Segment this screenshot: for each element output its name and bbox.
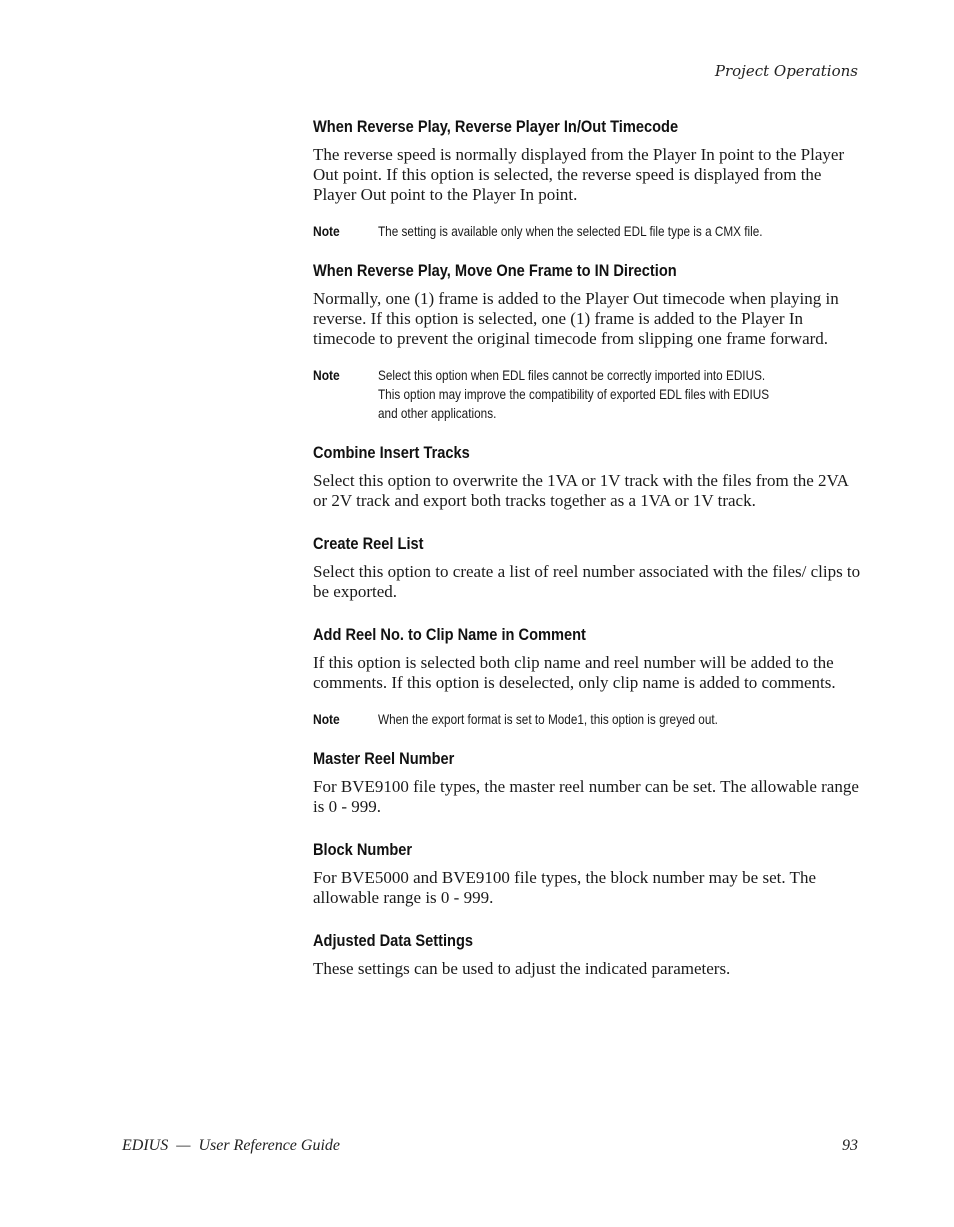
- section-paragraph: For BVE9100 file types, the master reel number can be set. The allowable range is 0 - 999.: [313, 777, 859, 816]
- note: [313, 710, 861, 729]
- page-number: 93: [842, 1137, 858, 1154]
- section-block-number: [313, 839, 861, 908]
- section-create-reel-list: [313, 533, 861, 602]
- section-paragraph: Select this option to create a list of reel number associated with the files/ clips to be exported.: [313, 562, 861, 601]
- section-paragraph: If this option is selected both clip name and reel number will be added to the comments. If this option is deselected, only clip name is added to comments.: [313, 653, 836, 692]
- running-header: Project Operations: [714, 62, 858, 80]
- section-heading: Add Reel No. to Clip Name in Comment: [313, 625, 586, 644]
- section-heading: When Reverse Play, Reverse Player In/Out Timecode: [313, 117, 679, 136]
- section-paragraph: For BVE5000 and BVE9100 file types, the block number may be set. The allowable range is 0 - 999.: [313, 868, 816, 907]
- section-paragraph: The reverse speed is normally displayed from the Player In point to the Player Out point. If this option is selected, the reverse speed is displayed from the Player Out point to the Player In point.: [313, 145, 845, 204]
- section-move-one-frame: [313, 260, 861, 423]
- footer-title: EDIUS — User Reference Guide: [122, 1137, 341, 1154]
- section-master-reel-number: [313, 748, 861, 817]
- note: [313, 366, 861, 423]
- note-text: The setting is available only when the selected EDL file type is a CMX file.: [378, 223, 763, 239]
- section-heading: When Reverse Play, Move One Frame to IN Direction: [313, 261, 677, 280]
- note: [313, 222, 861, 241]
- section-heading: Master Reel Number: [313, 749, 455, 768]
- section-heading: Block Number: [313, 840, 413, 859]
- section-heading: Adjusted Data Settings: [313, 931, 474, 950]
- section-add-reel-no: [313, 624, 861, 729]
- page-body: [313, 116, 861, 979]
- section-combine-insert-tracks: [313, 442, 861, 511]
- section-adjusted-data-settings: [313, 930, 861, 979]
- section-paragraph: These settings can be used to adjust the indicated parameters.: [313, 959, 731, 978]
- section-paragraph: Select this option to overwrite the 1VA or 1V track with the files from the 2VA or 2V track and export both tracks together as a 1VA or 1V track.: [313, 471, 848, 510]
- note-text: Select this option when EDL files cannot be correctly imported into EDIUS. This option may improve the compatibility of exported EDL files with EDIUS and other applications.: [378, 367, 770, 421]
- note-text: When the export format is set to Mode1, this option is greyed out.: [378, 711, 718, 727]
- section-heading: Create Reel List: [313, 534, 424, 553]
- note-label: Note: [313, 367, 340, 383]
- note-label: Note: [313, 223, 340, 239]
- section-paragraph: Normally, one (1) frame is added to the Player Out timecode when playing in reverse. If this option is selected, one (1) frame is added to the Player In timecode to prevent the original timecode from slipping one frame forward.: [313, 289, 839, 348]
- section-heading: Combine Insert Tracks: [313, 443, 470, 462]
- section-reverse-player-timecode: [313, 116, 861, 241]
- note-label: Note: [313, 711, 340, 727]
